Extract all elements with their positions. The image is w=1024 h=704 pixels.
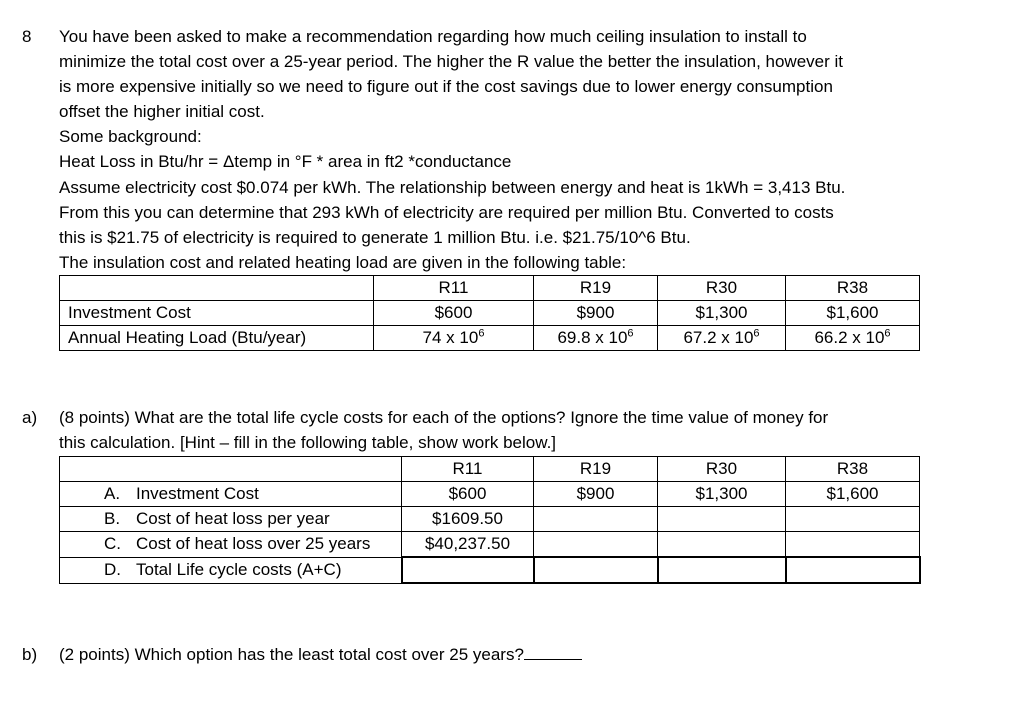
- cell-value: 74 x 10: [422, 328, 479, 347]
- table-cell: $1609.50: [402, 507, 534, 532]
- answer-blank[interactable]: [524, 645, 582, 660]
- table-header-row: [60, 276, 920, 301]
- table-cell: $900: [534, 482, 658, 507]
- answer-cell[interactable]: [534, 557, 658, 583]
- answer-cell[interactable]: [786, 507, 920, 532]
- cell-value: 67.2 x 10: [683, 328, 754, 347]
- answer-cell[interactable]: [658, 507, 786, 532]
- life-cycle-table: [59, 456, 921, 584]
- intro-line: From this you can determine that 293 kWh of electricity are required per million Btu. Converted to costs: [59, 203, 834, 222]
- row-label-text: Investment Cost: [136, 484, 259, 503]
- table-cell: [374, 326, 534, 351]
- table-cell: [786, 326, 920, 351]
- table-cell: $1,600: [786, 301, 920, 326]
- table-header-cell: R30: [658, 457, 786, 482]
- answer-cell[interactable]: [658, 532, 786, 558]
- intro-line: offset the higher initial cost.: [59, 102, 265, 121]
- table-header-cell: R11: [402, 457, 534, 482]
- table-row: [60, 301, 920, 326]
- row-label: [60, 482, 402, 507]
- answer-cell[interactable]: [534, 507, 658, 532]
- row-label-text: Cost of heat loss per year: [136, 509, 330, 528]
- table-header-cell: R19: [534, 457, 658, 482]
- table-cell: $600: [374, 301, 534, 326]
- answer-cell[interactable]: [534, 532, 658, 558]
- table-cell: [534, 326, 658, 351]
- exponent: 6: [753, 327, 760, 340]
- table-cell: $1,300: [658, 301, 786, 326]
- insulation-table: [59, 275, 920, 351]
- part-a-label: a): [22, 408, 38, 427]
- part-a-line: (8 points) What are the total life cycle costs for each of the options? Ignore the time value of money for: [59, 408, 829, 427]
- table-cell: $900: [534, 301, 658, 326]
- table-header-cell: R30: [658, 276, 786, 301]
- part-a-line: this calculation. [Hint – fill in the following table, show work below.]: [59, 433, 557, 452]
- table-row: [60, 557, 920, 583]
- cell-value: 69.8 x 10: [557, 328, 628, 347]
- table-cell: $40,237.50: [402, 532, 534, 558]
- answer-cell[interactable]: [786, 557, 920, 583]
- cell-value: 66.2 x 10: [814, 328, 885, 347]
- table-cell: [60, 276, 374, 301]
- row-label: [60, 532, 402, 558]
- row-label-text: Cost of heat loss over 25 years: [136, 534, 371, 554]
- row-label: [60, 507, 402, 532]
- part-b-text: (2 points) Which option has the least total cost over 25 years?: [59, 645, 524, 664]
- row-label: Annual Heating Load (Btu/year): [60, 326, 374, 351]
- table-row: [60, 326, 920, 351]
- table-cell: [60, 457, 402, 482]
- table-header-cell: R19: [534, 276, 658, 301]
- answer-cell[interactable]: [658, 557, 786, 583]
- part-b-label: b): [22, 645, 38, 664]
- intro-line: minimize the total cost over a 25-year period. The higher the R value the better the insulation, however it: [59, 52, 844, 71]
- table-cell: $1,600: [786, 482, 920, 507]
- exponent: 6: [627, 327, 634, 340]
- table-cell: [658, 326, 786, 351]
- intro-line: Heat Loss in Btu/hr = Δtemp in °F * area in ft2 *conductance: [59, 152, 512, 171]
- table-cell: $600: [402, 482, 534, 507]
- part-b-question: [59, 645, 582, 665]
- row-letter: D.: [104, 560, 121, 579]
- answer-cell[interactable]: [402, 557, 534, 583]
- table-header-row: [60, 457, 920, 482]
- intro-line: Assume electricity cost $0.074 per kWh. The relationship between energy and heat is 1kWh = 3,413 Btu.: [59, 178, 846, 197]
- exponent: 6: [478, 327, 485, 340]
- table-row: [60, 507, 920, 532]
- row-label-text: Total Life cycle costs (A+C): [136, 560, 342, 579]
- exponent: 6: [884, 327, 891, 340]
- intro-line: You have been asked to make a recommendation regarding how much ceiling insulation to install to: [59, 27, 807, 46]
- intro-line: this is $21.75 of electricity is required to generate 1 million Btu. i.e. $21.75/10^6 Btu.: [59, 228, 691, 247]
- intro-line: The insulation cost and related heating load are given in the following table:: [59, 253, 627, 272]
- row-letter: C.: [104, 534, 121, 554]
- row-letter: B.: [104, 509, 121, 528]
- row-label: [60, 557, 402, 583]
- table-cell: $1,300: [658, 482, 786, 507]
- row-letter: A.: [104, 484, 121, 503]
- intro-line: Some background:: [59, 127, 202, 146]
- answer-cell[interactable]: [786, 532, 920, 558]
- table-header-cell: R38: [786, 457, 920, 482]
- intro-line: is more expensive initially so we need to figure out if the cost savings due to lower energy consumption: [59, 77, 833, 96]
- table-header-cell: R11: [374, 276, 534, 301]
- table-row: [60, 482, 920, 507]
- table-header-cell: R38: [786, 276, 920, 301]
- row-label: Investment Cost: [60, 301, 374, 326]
- table-row: [60, 532, 920, 558]
- question-number: 8: [22, 27, 32, 46]
